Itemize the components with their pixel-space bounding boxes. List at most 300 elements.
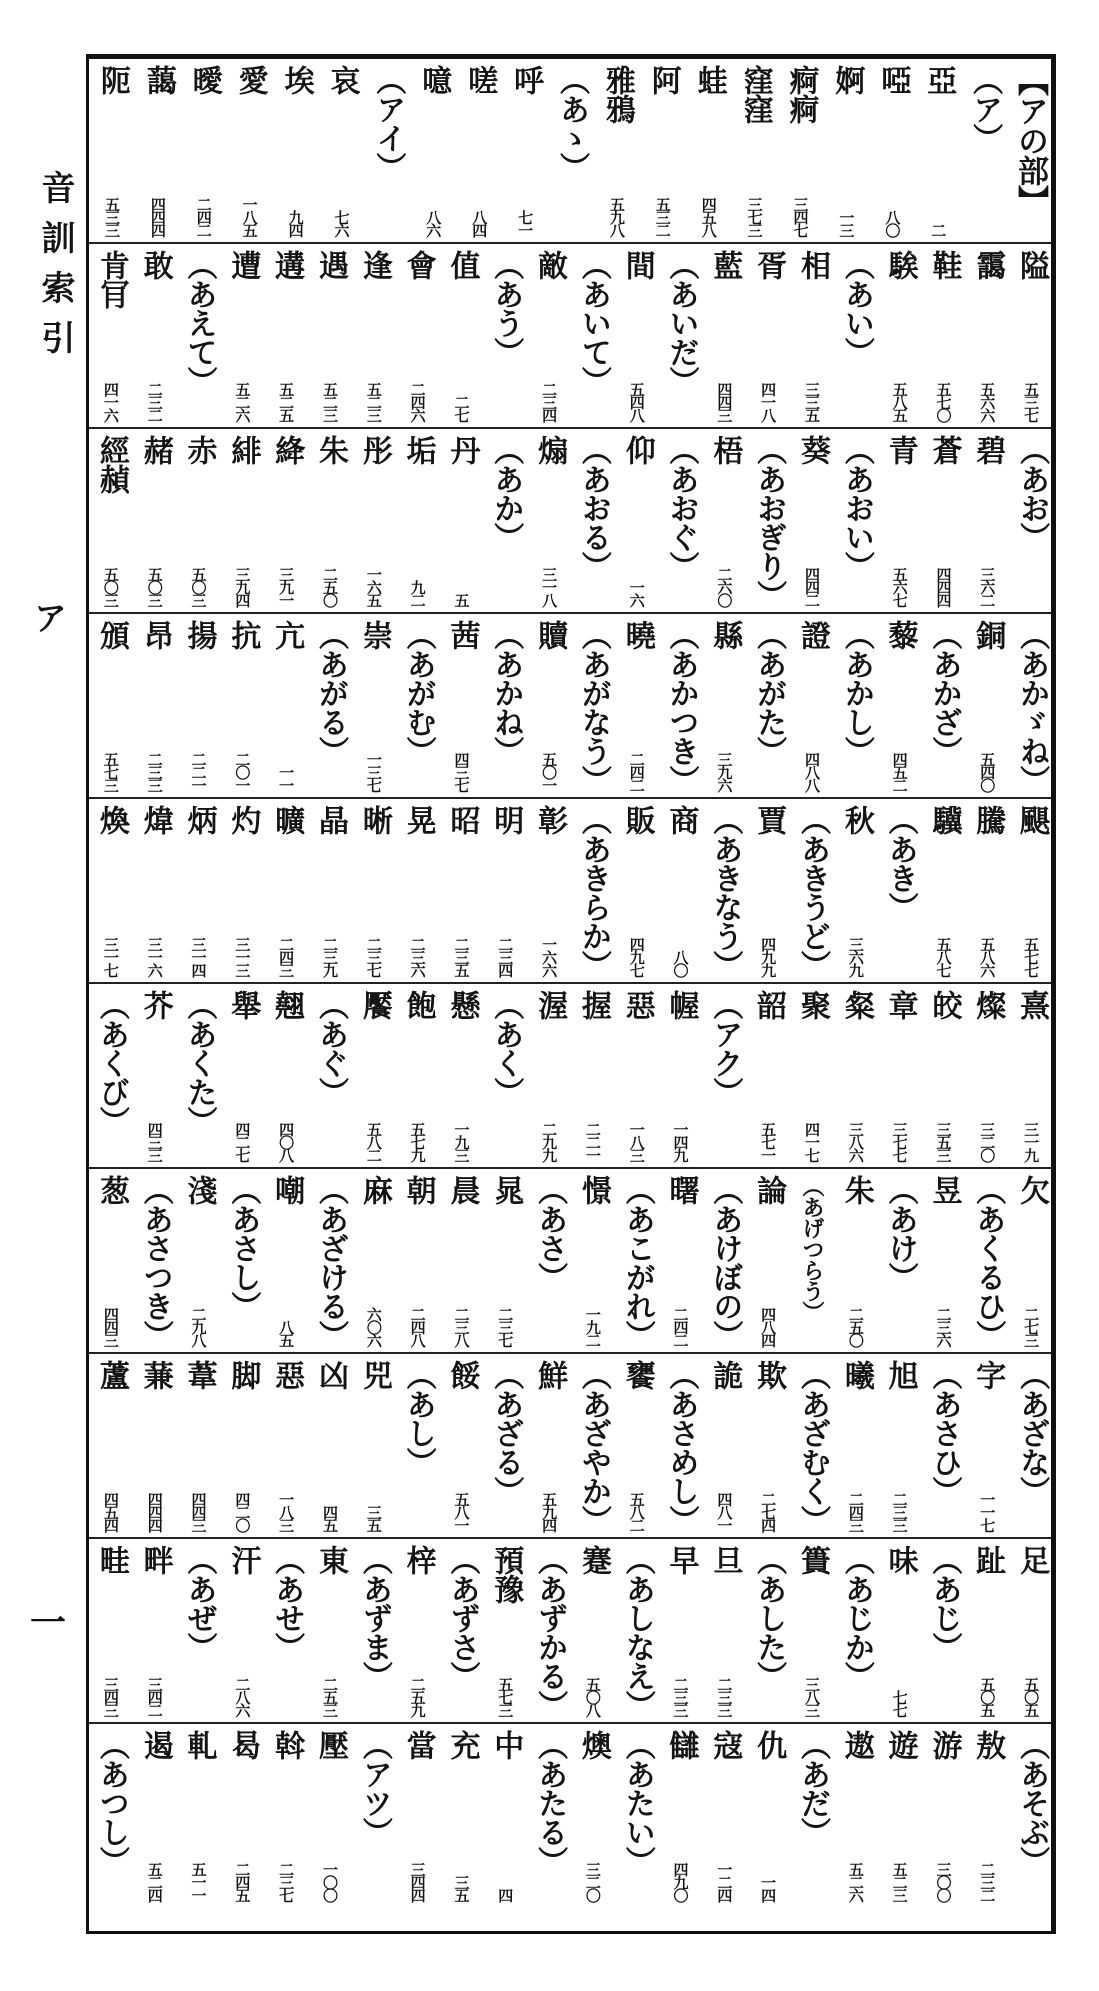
index-entry [790, 1354, 834, 1539]
index-entry [702, 799, 746, 984]
entry-headword: 垢 [400, 435, 436, 464]
entry-headword: 曠 [269, 805, 305, 834]
entry-headword: 曷 [225, 1730, 261, 1759]
entry-headword: 旭 [882, 1360, 918, 1389]
index-entry [834, 799, 878, 984]
entry-headword: （アツ） [356, 1730, 392, 1846]
index-entry [308, 1539, 352, 1724]
entry-headword: 揚 [181, 620, 217, 649]
entry-headword: 斡 [269, 1730, 305, 1759]
index-entry [457, 59, 501, 244]
index-entry [308, 984, 352, 1169]
entry-page-ref: 二三四 [496, 937, 515, 976]
entry-headword: 梧 [707, 435, 743, 464]
entry-headword: （あぜ） [181, 1545, 217, 1661]
entry-headword: 銅 [970, 620, 1006, 649]
entry-page-ref: 五三三 [102, 197, 121, 236]
entry-headword: 赤 [181, 435, 217, 464]
index-entry [834, 614, 878, 799]
index-entry [483, 1354, 527, 1539]
index-entry [921, 984, 965, 1169]
index-entry [746, 429, 790, 614]
entry-headword: （あきうど） [795, 805, 830, 979]
entry-page-ref: 一八五 [240, 197, 259, 236]
entry-headword: （あえて） [181, 250, 217, 395]
index-entry [89, 1724, 133, 1909]
index-entry [220, 1539, 264, 1724]
index-entry [790, 1169, 834, 1354]
entry-headword: （あさひ） [926, 1360, 962, 1505]
index-entry [921, 429, 965, 614]
index-entry [790, 429, 834, 614]
entry-page-ref: 二三二 [145, 382, 164, 421]
index-entry [641, 59, 685, 244]
entry-headword: 炳 [181, 805, 217, 834]
index-band [89, 1724, 1051, 1909]
index-entry [659, 244, 703, 429]
entry-page-ref: 五七三 [496, 1677, 515, 1716]
entry-headword: 亞 [921, 65, 957, 94]
entry-page-ref: 四五 [321, 1505, 339, 1531]
entry-headword: 藍 [707, 250, 743, 279]
entry-headword: 亢 [269, 620, 305, 649]
entry-page-ref: 五九四 [540, 1492, 559, 1531]
entry-page-ref: 八五 [277, 1320, 296, 1346]
index-entry [595, 59, 639, 244]
entry-page-ref: 五七〇 [934, 382, 953, 421]
index-entry [878, 614, 922, 799]
entry-headword: 饜 [356, 990, 392, 1019]
index-entry [878, 1724, 922, 1909]
entry-page-ref: 二三二 [978, 1862, 997, 1901]
entry-headword: 軋 [181, 1730, 217, 1759]
entry-page-ref: 三五 [452, 1875, 471, 1901]
index-entry [746, 984, 790, 1169]
index-entry [89, 244, 133, 429]
entry-page-ref: 一九三 [452, 1122, 471, 1161]
index-entry [439, 1354, 483, 1539]
index-entry [89, 984, 133, 1169]
index-entry [615, 1169, 659, 1354]
index-entry [746, 1169, 790, 1354]
entry-headword: 贖 [532, 620, 568, 649]
entry-headword: （あじか） [838, 1545, 874, 1690]
entry-headword: 舉 [225, 990, 261, 1019]
entry-page-ref: 四四二 [803, 567, 821, 606]
index-entry [352, 1724, 396, 1909]
entry-headword: 惡 [269, 1360, 305, 1389]
entry-headword: 晰 [356, 805, 392, 834]
entry-page-ref: 五二六 [233, 382, 252, 421]
entry-page-ref: 一八三 [627, 1122, 646, 1161]
entry-page-ref: 三六九 [846, 937, 865, 976]
index-entry [965, 1169, 1009, 1354]
entry-headword: 緋 [225, 435, 261, 464]
entry-headword: 遊 [882, 1730, 918, 1759]
entry-page-ref: 二三三 [890, 1492, 909, 1531]
entry-headword: 經赬 [93, 435, 129, 493]
index-entry [396, 429, 440, 614]
index-entry [483, 1724, 527, 1909]
entry-headword: 茜 [444, 620, 480, 649]
entry-headword: 欠 [1014, 1175, 1050, 1204]
index-entry [396, 799, 440, 984]
entry-headword: 當 [400, 1730, 436, 1759]
index-entry [702, 1724, 746, 1909]
index-entry [921, 1539, 965, 1724]
entry-headword: 饔 [619, 1360, 655, 1389]
entry-page-ref: 四三七 [452, 752, 471, 791]
index-entry [264, 429, 308, 614]
entry-headword: 窪窪 [737, 65, 773, 123]
index-entry [733, 59, 777, 244]
index-entry [274, 59, 318, 244]
index-entry [834, 1539, 878, 1724]
index-entry [527, 799, 571, 984]
entry-headword: 嘲 [269, 1175, 305, 1204]
entry-page-ref: 二 [929, 223, 948, 236]
entry-headword: 鞋 [926, 250, 962, 279]
index-entry [790, 799, 834, 984]
index-entry [411, 59, 455, 244]
entry-page-ref: 五八五 [890, 382, 909, 421]
index-entry [483, 429, 527, 614]
entry-page-ref: 一四九 [671, 1122, 690, 1161]
entry-headword: （あがる） [313, 620, 348, 765]
entry-headword: （あさめし） [663, 1360, 699, 1534]
index-entry [746, 614, 790, 799]
entry-headword: 趾 [970, 1545, 1006, 1574]
entry-headword: （あじ） [926, 1545, 962, 1661]
entry-page-ref: 二九九 [540, 1122, 559, 1161]
entry-headword: 曙 [663, 1175, 699, 1204]
index-entry [220, 1354, 264, 1539]
index-entry [878, 984, 922, 1169]
entry-page-ref: 五七七 [1022, 937, 1041, 976]
entry-page-ref: 三八六 [846, 1122, 865, 1161]
entry-headword: 煒 [137, 805, 173, 834]
index-entry [396, 244, 440, 429]
entry-headword: （あいだ） [663, 250, 699, 395]
entry-page-ref: 四四三 [189, 1492, 208, 1531]
index-entry [870, 59, 914, 244]
entry-headword: 渥 [532, 990, 568, 1019]
index-entry [659, 799, 703, 984]
entry-headword: 蘆 [93, 1360, 129, 1389]
entry-page-ref: 七六 [332, 210, 351, 236]
entry-headword: 青 [882, 435, 918, 464]
index-entry [503, 59, 547, 244]
entry-headword: 握 [575, 990, 611, 1019]
index-entry [136, 59, 180, 244]
index-entry [527, 429, 571, 614]
entry-page-ref: 四一七 [803, 1122, 821, 1161]
index-entry [615, 1724, 659, 1909]
entry-headword: 阿 [645, 65, 681, 94]
entry-page-ref: 五〇三 [189, 567, 208, 606]
entry-headword: 早 [663, 1545, 699, 1574]
entry-page-ref: 三四二 [145, 1677, 164, 1716]
entry-headword: （あかつき） [663, 620, 699, 794]
entry-page-ref: 五四〇 [978, 752, 997, 791]
index-entry [133, 429, 177, 614]
entry-headword: 晨 [444, 1175, 480, 1204]
entry-page-ref: 三三五 [803, 382, 821, 421]
index-entry [1008, 59, 1052, 244]
entry-page-ref: 五〇八 [583, 1677, 602, 1716]
entry-headword: 丹 [444, 435, 480, 464]
entry-page-ref: 五〇一 [540, 752, 559, 791]
index-entry [483, 799, 527, 984]
index-entry [352, 1169, 396, 1354]
index-entry [177, 1169, 221, 1354]
entry-headword: （あいて） [575, 250, 611, 395]
index-entry [133, 799, 177, 984]
entry-headword: （あゝ） [554, 65, 589, 181]
entry-page-ref: 四五四 [101, 1492, 120, 1531]
entry-headword: 翹 [269, 990, 305, 1019]
entry-page-ref: 五八二 [364, 1122, 383, 1161]
entry-headword: 葱 [93, 1175, 129, 1204]
entry-headword: 赭 [137, 435, 173, 464]
entry-headword: 賈 [751, 805, 787, 834]
entry-page-ref: 四二〇 [233, 1492, 252, 1531]
index-entry [790, 614, 834, 799]
entry-page-ref: 二四三 [277, 937, 296, 976]
entry-page-ref: 三九四 [233, 567, 252, 606]
entry-headword: 憬 [575, 1175, 611, 1204]
index-entry [615, 1354, 659, 1539]
entry-headword: （あずま） [356, 1545, 392, 1690]
entry-headword: （あかざ） [926, 620, 962, 765]
entry-headword: 雅鴉 [599, 65, 635, 123]
index-band [89, 429, 1051, 614]
entry-headword: （あずさ） [444, 1545, 480, 1690]
index-entry [439, 1724, 483, 1909]
entry-page-ref: 九二 [408, 580, 427, 606]
entry-page-ref: 五二三 [321, 382, 339, 421]
index-entry [1009, 614, 1053, 799]
entry-headword: 販 [619, 805, 655, 834]
entry-headword: 絳 [269, 435, 305, 464]
index-entry [916, 59, 960, 244]
entry-headword: （あし） [400, 1360, 436, 1476]
index-entry [1009, 984, 1053, 1169]
entry-page-ref: 二三七 [364, 937, 383, 976]
entry-headword: 畦 [93, 1545, 129, 1574]
index-entry [220, 614, 264, 799]
index-entry [615, 984, 659, 1169]
entry-page-ref: 一八三 [277, 1492, 296, 1531]
index-entry [89, 614, 133, 799]
index-band [89, 984, 1051, 1169]
entry-page-ref: 二四八 [408, 1307, 427, 1346]
entry-headword: 旦 [707, 1545, 743, 1574]
entry-page-ref: 五七三 [101, 752, 120, 791]
entry-headword: 值 [444, 250, 480, 279]
entry-headword: （あざむく） [795, 1360, 830, 1534]
index-entry [365, 59, 409, 244]
entry-headword: （あくた） [181, 990, 217, 1135]
index-entry [1009, 799, 1053, 984]
index-entry [965, 799, 1009, 984]
entry-page-ref: 三一八 [540, 567, 559, 606]
entry-headword: （あそぶ） [1014, 1730, 1050, 1875]
entry-page-ref: 七七 [890, 1690, 909, 1716]
index-entry [1009, 244, 1053, 429]
index-entry [483, 244, 527, 429]
entry-headword: 碧 [970, 435, 1006, 464]
entry-page-ref: 五二三 [890, 1862, 909, 1901]
index-entry [659, 1169, 703, 1354]
entry-page-ref: 五一一 [189, 1862, 208, 1901]
entry-page-ref: 五八一 [452, 1492, 471, 1531]
index-entry [352, 244, 396, 429]
index-entry [746, 244, 790, 429]
entry-headword: （あざける） [313, 1175, 348, 1349]
entry-headword: 阨 [94, 65, 130, 94]
entry-page-ref: 三九六 [715, 752, 734, 791]
index-entry [177, 799, 221, 984]
entry-page-ref: 二九八 [189, 1307, 208, 1346]
entry-page-ref: 四 [496, 1888, 515, 1901]
entry-headword: 寇 [707, 1730, 743, 1759]
entry-page-ref: 二七 [452, 395, 471, 421]
index-entry [133, 1724, 177, 1909]
entry-headword: 曉 [619, 620, 655, 649]
entry-headword: 商 [663, 805, 699, 834]
index-entry [396, 984, 440, 1169]
entry-headword: 梓 [400, 1545, 436, 1574]
index-entry [878, 1169, 922, 1354]
entry-page-ref: 五八七 [934, 937, 953, 976]
index-entry [396, 1354, 440, 1539]
index-entry [965, 1724, 1009, 1909]
index-entry [571, 799, 615, 984]
entry-headword: 埃 [278, 65, 314, 94]
entry-headword: 鮮 [532, 1360, 568, 1389]
entry-page-ref: 一〇〇 [321, 1862, 339, 1901]
index-entry [878, 1354, 922, 1539]
index-entry [264, 1354, 308, 1539]
side-kana: ア [27, 600, 67, 634]
entry-headword: 懸 [444, 990, 480, 1019]
entry-headword: （あがなう） [575, 620, 611, 794]
entry-headword: 遘 [269, 250, 305, 279]
entry-headword: 論 [751, 1175, 787, 1204]
index-entry [965, 984, 1009, 1169]
index-entry [834, 429, 878, 614]
entry-headword: 彤 [356, 435, 392, 464]
entry-headword: （あした） [751, 1545, 787, 1690]
entry-page-ref: 四〇八 [277, 1122, 296, 1161]
index-entry [527, 244, 571, 429]
index-entry [965, 1539, 1009, 1724]
entry-page-ref: 三二〇 [978, 1122, 997, 1161]
entry-headword: 壓 [313, 1730, 348, 1759]
entry-headword: （あこがれ） [619, 1175, 655, 1349]
entry-headword: 晁 [488, 1175, 524, 1204]
index-entry [921, 614, 965, 799]
index-entry [921, 1354, 965, 1539]
entry-headword: （あだ） [795, 1730, 830, 1846]
entry-headword: 藜 [882, 620, 918, 649]
entry-headword: 朱 [313, 435, 348, 464]
entry-page-ref: 一六六 [540, 937, 559, 976]
entry-headword: （あげつらう） [799, 1175, 825, 1322]
entry-headword: （あかし） [838, 620, 874, 765]
index-entry [177, 244, 221, 429]
index-entry [89, 1354, 133, 1539]
entry-headword: 蛙 [691, 65, 727, 94]
index-entry [571, 1169, 615, 1354]
entry-headword: （あく） [488, 990, 524, 1106]
index-entry [396, 1169, 440, 1354]
index-entry [133, 614, 177, 799]
entry-page-ref: 八〇 [883, 210, 902, 236]
entry-page-ref: 四四四 [934, 567, 953, 606]
entry-headword: （あおぎり） [751, 435, 787, 609]
entry-page-ref: 二三四 [540, 382, 559, 421]
entry-headword: 遭 [225, 250, 261, 279]
entry-headword: 噫 [416, 65, 452, 94]
index-entry [878, 244, 922, 429]
entry-page-ref: 二三五 [452, 937, 471, 976]
index-entry [264, 799, 308, 984]
entry-headword: （あさし） [225, 1175, 261, 1320]
entry-page-ref: 四九九 [759, 937, 778, 976]
entry-headword: （あけぼの） [707, 1175, 743, 1349]
index-entry [352, 614, 396, 799]
entry-page-ref: 二四六 [408, 382, 427, 421]
index-entry [133, 984, 177, 1169]
entry-headword: 飽 [400, 990, 436, 1019]
index-entry [571, 244, 615, 429]
entry-page-ref: 二三三 [145, 752, 164, 791]
entry-headword: （あざやか） [575, 1360, 611, 1534]
entry-page-ref: 二三三 [715, 1677, 734, 1716]
entry-page-ref: 五三七 [1022, 382, 1041, 421]
entry-page-ref: 七一 [516, 210, 535, 236]
index-entry [824, 59, 868, 244]
index-entry [396, 614, 440, 799]
page-number: 一 [29, 1601, 66, 1644]
entry-headword: 煥 [93, 805, 129, 834]
entry-page-ref: 五〇三 [101, 567, 120, 606]
entry-page-ref: 五七九 [408, 1122, 427, 1161]
entry-page-ref: 五〇三 [145, 567, 164, 606]
index-entry [965, 614, 1009, 799]
entry-headword: （あつし） [93, 1730, 129, 1875]
index-entry [264, 614, 308, 799]
entry-headword: 曦 [838, 1360, 874, 1389]
entry-page-ref: 一四 [759, 1875, 778, 1901]
entry-page-ref: 四四四 [145, 1492, 164, 1531]
entry-headword: 驥 [926, 805, 962, 834]
entry-page-ref: 四一六 [101, 382, 120, 421]
entry-headword: 中 [488, 1730, 524, 1759]
entry-headword: 汗 [225, 1545, 261, 1574]
entry-headword: 彰 [532, 805, 568, 834]
entry-page-ref: 五四八 [627, 382, 646, 421]
entry-headword: 間 [619, 250, 655, 279]
index-entry [439, 984, 483, 1169]
index-entry [834, 1169, 878, 1354]
entry-page-ref: 三六二 [978, 567, 997, 606]
entry-page-ref: 二三九 [321, 937, 339, 976]
entry-headword: 呼 [508, 65, 544, 94]
index-entry [439, 1169, 483, 1354]
